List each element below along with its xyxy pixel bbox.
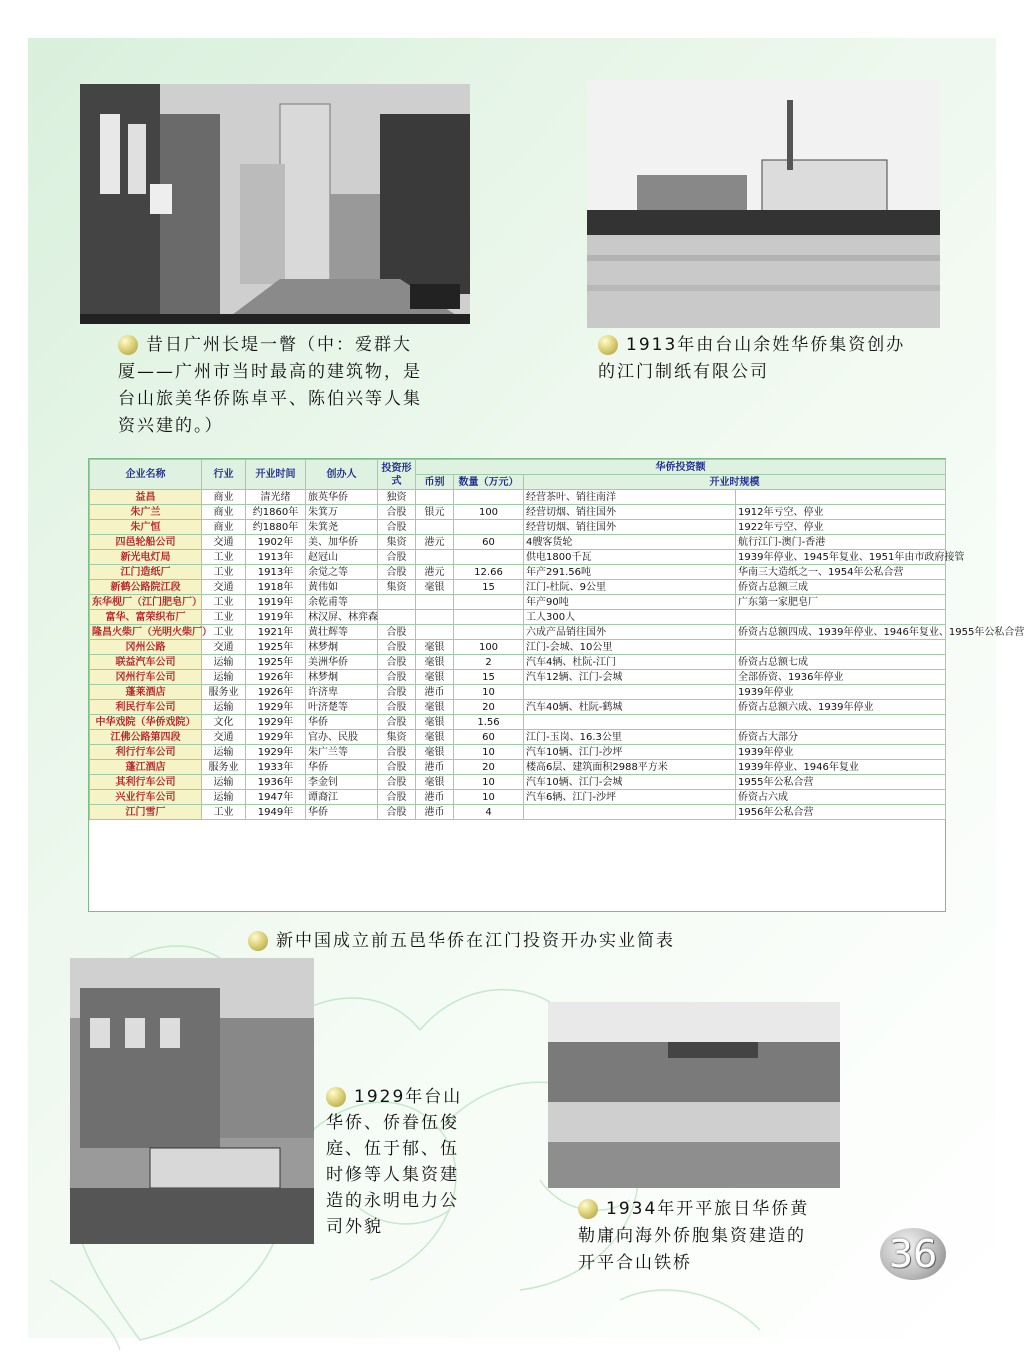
cell-invest-form: 合股 <box>378 520 416 535</box>
header-name: 企业名称 <box>90 460 202 490</box>
cell-invest-form: 合股 <box>378 565 416 580</box>
cell-scale <box>524 685 736 700</box>
table-row <box>90 730 946 745</box>
cell-scale: 经营切烟、销往国外 <box>524 505 736 520</box>
cell-note: 1939年停业 <box>736 685 946 700</box>
cell-scale: 江门-杜阮、9公里 <box>524 580 736 595</box>
cell-founder: 谭裔江 <box>306 790 378 805</box>
cell-name: 益昌 <box>90 490 202 505</box>
cell-scale <box>524 805 736 820</box>
cell-invest-form: 合股 <box>378 745 416 760</box>
cell-founder: 朱广兰等 <box>306 745 378 760</box>
cell-open-time: 1919年 <box>246 595 306 610</box>
cell-founder: 赵冠山 <box>306 550 378 565</box>
cell-open-time: 1926年 <box>246 670 306 685</box>
header-founder: 创办人 <box>306 460 378 490</box>
cell-note: 1955年公私合营 <box>736 775 946 790</box>
cell-currency: 毫银 <box>416 640 454 655</box>
caption-line: 庭、伍于郁、伍 <box>326 1139 459 1159</box>
table-row <box>90 580 946 595</box>
cell-scale: 汽车6辆、江门-沙坪 <box>524 790 736 805</box>
cell-currency <box>416 595 454 610</box>
bullet-icon <box>578 1199 598 1219</box>
cell-invest-form: 合股 <box>378 790 416 805</box>
cell-industry: 商业 <box>202 490 246 505</box>
cell-note: 1939年停业、1945年复业、1951年由市政府接管 <box>736 550 946 565</box>
cell-invest-form: 合股 <box>378 715 416 730</box>
cell-name: 利行行车公司 <box>90 745 202 760</box>
cell-founder: 余觉之等 <box>306 565 378 580</box>
cell-currency: 毫银 <box>416 715 454 730</box>
header-amount: 数量（万元） <box>454 475 524 490</box>
cell-note <box>736 640 946 655</box>
cell-note <box>736 610 946 625</box>
cell-scale: 工人300人 <box>524 610 736 625</box>
cell-amount: 10 <box>454 745 524 760</box>
cell-name: 朱广恒 <box>90 520 202 535</box>
cell-scale: 汽车10辆、江门-会城 <box>524 775 736 790</box>
table-row <box>90 565 946 580</box>
cell-invest-form: 合股 <box>378 655 416 670</box>
cell-name: 四邑轮船公司 <box>90 535 202 550</box>
table-row <box>90 505 946 520</box>
cell-founder: 林梦炯 <box>306 670 378 685</box>
photo1-caption <box>118 332 458 440</box>
cell-note: 1956年公私合营 <box>736 805 946 820</box>
cell-open-time: 1929年 <box>246 745 306 760</box>
photo-guangzhou-street <box>80 84 470 324</box>
cell-industry: 交通 <box>202 535 246 550</box>
cell-note: 全部侨资、1936年停业 <box>736 670 946 685</box>
cell-currency <box>416 520 454 535</box>
cell-amount <box>454 625 524 640</box>
cell-founder: 林梦炯 <box>306 640 378 655</box>
table-row <box>90 700 946 715</box>
caption-line: 台山旅美华侨陈卓平、陈伯兴等人集 <box>118 389 422 409</box>
header-industry: 行业 <box>202 460 246 490</box>
cell-amount: 60 <box>454 535 524 550</box>
photo4-caption <box>578 1196 838 1277</box>
cell-scale: 汽车10辆、江门-沙坪 <box>524 745 736 760</box>
caption-line: 1929年台山 <box>354 1087 463 1107</box>
cell-amount: 2 <box>454 655 524 670</box>
cell-founder: 旅英华侨 <box>306 490 378 505</box>
cell-amount: 20 <box>454 700 524 715</box>
cell-invest-form: 合股 <box>378 805 416 820</box>
caption-line: 资兴建的。） <box>118 416 224 436</box>
caption-line: 的江门制纸有限公司 <box>598 362 769 382</box>
cell-invest-form: 合股 <box>378 775 416 790</box>
cell-currency: 毫银 <box>416 775 454 790</box>
cell-currency: 毫银 <box>416 700 454 715</box>
cell-industry: 工业 <box>202 610 246 625</box>
photo-yongming-electric <box>70 958 314 1244</box>
cell-founder: 华侨 <box>306 760 378 775</box>
cell-open-time: 1925年 <box>246 655 306 670</box>
cell-currency: 毫银 <box>416 655 454 670</box>
cell-note: 广东第一家肥皂厂 <box>736 595 946 610</box>
header-invest-form: 投资形式 <box>378 460 416 490</box>
cell-invest-form: 合股 <box>378 640 416 655</box>
cell-scale: 供电1800千瓦 <box>524 550 736 565</box>
cell-founder: 朱箕尧 <box>306 520 378 535</box>
cell-open-time: 1921年 <box>246 625 306 640</box>
cell-currency: 港币 <box>416 790 454 805</box>
cell-industry: 文化 <box>202 715 246 730</box>
cell-invest-form: 合股 <box>378 505 416 520</box>
header-currency: 币别 <box>416 475 454 490</box>
cell-open-time: 1925年 <box>246 640 306 655</box>
cell-open-time: 1929年 <box>246 715 306 730</box>
cell-note: 侨资占大部分 <box>736 730 946 745</box>
cell-scale: 年产90吨 <box>524 595 736 610</box>
cell-invest-form: 合股 <box>378 760 416 775</box>
cell-invest-form: 合股 <box>378 550 416 565</box>
table-row <box>90 520 946 535</box>
cell-scale: 六成产品销往国外 <box>524 625 736 640</box>
table-row <box>90 490 946 505</box>
cell-founder: 朱箕万 <box>306 505 378 520</box>
cell-industry: 运输 <box>202 700 246 715</box>
caption-line: 1913年由台山余姓华侨集资创办 <box>626 335 906 355</box>
table-row <box>90 760 946 775</box>
cell-name: 富华、富荣织布厂 <box>90 610 202 625</box>
cell-industry: 运输 <box>202 655 246 670</box>
cell-invest-form: 集资 <box>378 535 416 550</box>
bullet-icon <box>598 335 618 355</box>
cell-name: 蓬莱酒店 <box>90 685 202 700</box>
caption-line: 勒庸向海外侨胞集资建造的 <box>578 1226 806 1246</box>
cell-industry: 工业 <box>202 625 246 640</box>
cell-amount: 60 <box>454 730 524 745</box>
cell-scale: 江门-会城、10公里 <box>524 640 736 655</box>
table-row <box>90 640 946 655</box>
cell-amount: 10 <box>454 775 524 790</box>
cell-note: 侨资占六成 <box>736 790 946 805</box>
cell-open-time: 1926年 <box>246 685 306 700</box>
cell-founder: 许济卑 <box>306 685 378 700</box>
cell-scale: 汽车12辆、江门-会城 <box>524 670 736 685</box>
cell-industry: 运输 <box>202 745 246 760</box>
cell-amount <box>454 610 524 625</box>
cell-note <box>736 490 946 505</box>
cell-founder: 林汉屏、林弈森 <box>306 610 378 625</box>
cell-industry: 工业 <box>202 565 246 580</box>
bullet-icon <box>326 1087 346 1107</box>
photo2-caption <box>598 332 938 386</box>
cell-open-time: 1902年 <box>246 535 306 550</box>
cell-amount: 10 <box>454 685 524 700</box>
cell-scale: 楼高6层、建筑面积2988平方米 <box>524 760 736 775</box>
cell-amount: 15 <box>454 580 524 595</box>
cell-name: 隆昌火柴厂（光明火柴厂） <box>90 625 202 640</box>
cell-industry: 交通 <box>202 580 246 595</box>
cell-founder: 官办、民股 <box>306 730 378 745</box>
cell-founder: 黄壮辉等 <box>306 625 378 640</box>
cell-industry: 商业 <box>202 505 246 520</box>
cell-open-time: 1933年 <box>246 760 306 775</box>
cell-industry: 运输 <box>202 670 246 685</box>
cell-open-time: 1913年 <box>246 565 306 580</box>
cell-founder: 黄伟如 <box>306 580 378 595</box>
cell-amount <box>454 595 524 610</box>
caption-line: 1934年开平旅日华侨黄 <box>606 1199 810 1219</box>
bullet-icon <box>248 931 268 951</box>
cell-industry: 工业 <box>202 595 246 610</box>
photo-heshan-iron-bridge <box>548 1002 840 1188</box>
cell-currency <box>416 625 454 640</box>
cell-currency <box>416 610 454 625</box>
cell-name: 蓬江酒店 <box>90 760 202 775</box>
cell-note: 航行江门-澳门-香港 <box>736 535 946 550</box>
cell-open-time: 清光绪 <box>246 490 306 505</box>
cell-amount: 1.56 <box>454 715 524 730</box>
bullet-icon <box>118 335 138 355</box>
cell-name: 冈州公路 <box>90 640 202 655</box>
cell-open-time: 1949年 <box>246 805 306 820</box>
cell-founder: 李金钊 <box>306 775 378 790</box>
cell-name: 新光电灯局 <box>90 550 202 565</box>
cell-name: 朱广兰 <box>90 505 202 520</box>
caption-line: 昔日广州长堤一瞥（中：爱群大 <box>146 335 412 355</box>
table-row <box>90 535 946 550</box>
cell-open-time: 1918年 <box>246 580 306 595</box>
cell-invest-form: 集资 <box>378 580 416 595</box>
cell-note: 侨资占总额四成、1939年停业、1946年复业、1955年公私合营 <box>736 625 946 640</box>
cell-amount: 12.66 <box>454 565 524 580</box>
cell-open-time: 1936年 <box>246 775 306 790</box>
caption-line: 造的永明电力公 <box>326 1191 459 1211</box>
table-title-text: 新中国成立前五邑华侨在江门投资开办实业简表 <box>276 931 675 951</box>
cell-note <box>736 715 946 730</box>
cell-currency: 港币 <box>416 760 454 775</box>
table-row <box>90 715 946 730</box>
cell-open-time: 约1860年 <box>246 505 306 520</box>
cell-invest-form: 合股 <box>378 670 416 685</box>
cell-industry: 服务业 <box>202 760 246 775</box>
caption-line: 时修等人集资建 <box>326 1165 459 1185</box>
cell-industry: 工业 <box>202 805 246 820</box>
table-row <box>90 655 946 670</box>
cell-amount: 20 <box>454 760 524 775</box>
cell-name: 中华戏院（华侨戏院） <box>90 715 202 730</box>
cell-industry: 商业 <box>202 520 246 535</box>
cell-scale: 经营切烟、销往国外 <box>524 520 736 535</box>
cell-invest-form <box>378 610 416 625</box>
header-open-time: 开业时间 <box>246 460 306 490</box>
cell-founder: 华侨 <box>306 715 378 730</box>
cell-note: 1939年停业、1946年复业 <box>736 760 946 775</box>
cell-open-time: 1919年 <box>246 610 306 625</box>
cell-name: 江门雪厂 <box>90 805 202 820</box>
cell-industry: 交通 <box>202 730 246 745</box>
cell-name: 其利行车公司 <box>90 775 202 790</box>
enterprise-table <box>88 458 1024 912</box>
cell-founder: 美、加华侨 <box>306 535 378 550</box>
header-scale: 开业时规模 <box>524 475 946 490</box>
cell-scale <box>524 715 736 730</box>
cell-industry: 工业 <box>202 550 246 565</box>
cell-name: 利民行车公司 <box>90 700 202 715</box>
cell-invest-form: 集资 <box>378 730 416 745</box>
table-row <box>90 670 946 685</box>
cell-currency: 港币 <box>416 685 454 700</box>
cell-currency: 毫银 <box>416 745 454 760</box>
table-row <box>90 550 946 565</box>
cell-open-time: 1913年 <box>246 550 306 565</box>
table-row <box>90 595 946 610</box>
caption-line: 华侨、侨眷伍俊 <box>326 1113 459 1133</box>
cell-invest-form: 合股 <box>378 625 416 640</box>
cell-currency: 港元 <box>416 535 454 550</box>
cell-industry: 交通 <box>202 640 246 655</box>
cell-name: 联益汽车公司 <box>90 655 202 670</box>
table-row <box>90 745 946 760</box>
cell-amount: 10 <box>454 790 524 805</box>
cell-open-time: 1929年 <box>246 700 306 715</box>
cell-open-time: 约1880年 <box>246 520 306 535</box>
cell-invest-form: 合股 <box>378 700 416 715</box>
cell-invest-form: 独资 <box>378 490 416 505</box>
cell-founder: 华侨 <box>306 805 378 820</box>
cell-industry: 运输 <box>202 790 246 805</box>
cell-name: 东华枧厂（江门肥皂厂） <box>90 595 202 610</box>
cell-currency <box>416 490 454 505</box>
cell-currency: 港元 <box>416 565 454 580</box>
caption-line: 开平合山铁桥 <box>578 1253 692 1273</box>
cell-founder: 叶济楚等 <box>306 700 378 715</box>
cell-invest-form: 合股 <box>378 685 416 700</box>
table-row <box>90 610 946 625</box>
cell-note: 1912年亏空、停业 <box>736 505 946 520</box>
table-body <box>90 490 1024 820</box>
cell-open-time: 1947年 <box>246 790 306 805</box>
cell-scale: 年产291.56吨 <box>524 565 736 580</box>
cell-amount: 4 <box>454 805 524 820</box>
cell-open-time: 1929年 <box>246 730 306 745</box>
table-title <box>248 926 675 951</box>
cell-note: 华南三大造纸之一、1954年公私合营 <box>736 565 946 580</box>
table-row <box>90 685 946 700</box>
photo-jiangmen-paper-company <box>587 80 940 328</box>
cell-amount: 100 <box>454 505 524 520</box>
cell-amount: 15 <box>454 670 524 685</box>
cell-amount <box>454 520 524 535</box>
cell-note: 侨资占总额六成、1939年停业 <box>736 700 946 715</box>
cell-note: 1922年亏空、停业 <box>736 520 946 535</box>
cell-amount: 100 <box>454 640 524 655</box>
cell-currency: 银元 <box>416 505 454 520</box>
photo3-caption <box>326 1084 476 1240</box>
cell-amount <box>454 550 524 565</box>
cell-currency: 港币 <box>416 805 454 820</box>
cell-note: 侨资占总额三成 <box>736 580 946 595</box>
cell-name: 江佛公路第四段 <box>90 730 202 745</box>
header-overseas-invest: 华侨投资额 <box>416 460 946 475</box>
cell-invest-form <box>378 595 416 610</box>
cell-scale: 汽车4辆、杜阮-江门 <box>524 655 736 670</box>
table-row <box>90 805 946 820</box>
cell-scale: 江门-玉岗、16.3公里 <box>524 730 736 745</box>
page-number: 36 <box>880 1228 946 1280</box>
cell-currency <box>416 550 454 565</box>
cell-scale: 经营茶叶、销往南洋 <box>524 490 736 505</box>
cell-amount <box>454 490 524 505</box>
cell-founder: 美洲华侨 <box>306 655 378 670</box>
cell-name: 新鹤公路院江段 <box>90 580 202 595</box>
cell-note: 1939年停业 <box>736 745 946 760</box>
cell-name: 江门造纸厂 <box>90 565 202 580</box>
cell-name: 冈州行车公司 <box>90 670 202 685</box>
cell-industry: 运输 <box>202 775 246 790</box>
cell-currency: 毫银 <box>416 730 454 745</box>
cell-name: 兴业行车公司 <box>90 790 202 805</box>
caption-line: 厦——广州市当时最高的建筑物，是 <box>118 362 422 382</box>
cell-scale: 4艘客货轮 <box>524 535 736 550</box>
table-row <box>90 625 946 640</box>
cell-currency: 毫银 <box>416 580 454 595</box>
cell-note: 侨资占总额七成 <box>736 655 946 670</box>
table-row <box>90 790 946 805</box>
table-row <box>90 775 946 790</box>
cell-scale: 汽车40辆、杜阮-鹤城 <box>524 700 736 715</box>
caption-line: 司外貌 <box>326 1217 383 1237</box>
cell-currency: 毫银 <box>416 670 454 685</box>
cell-industry: 服务业 <box>202 685 246 700</box>
cell-founder: 余乾甫等 <box>306 595 378 610</box>
